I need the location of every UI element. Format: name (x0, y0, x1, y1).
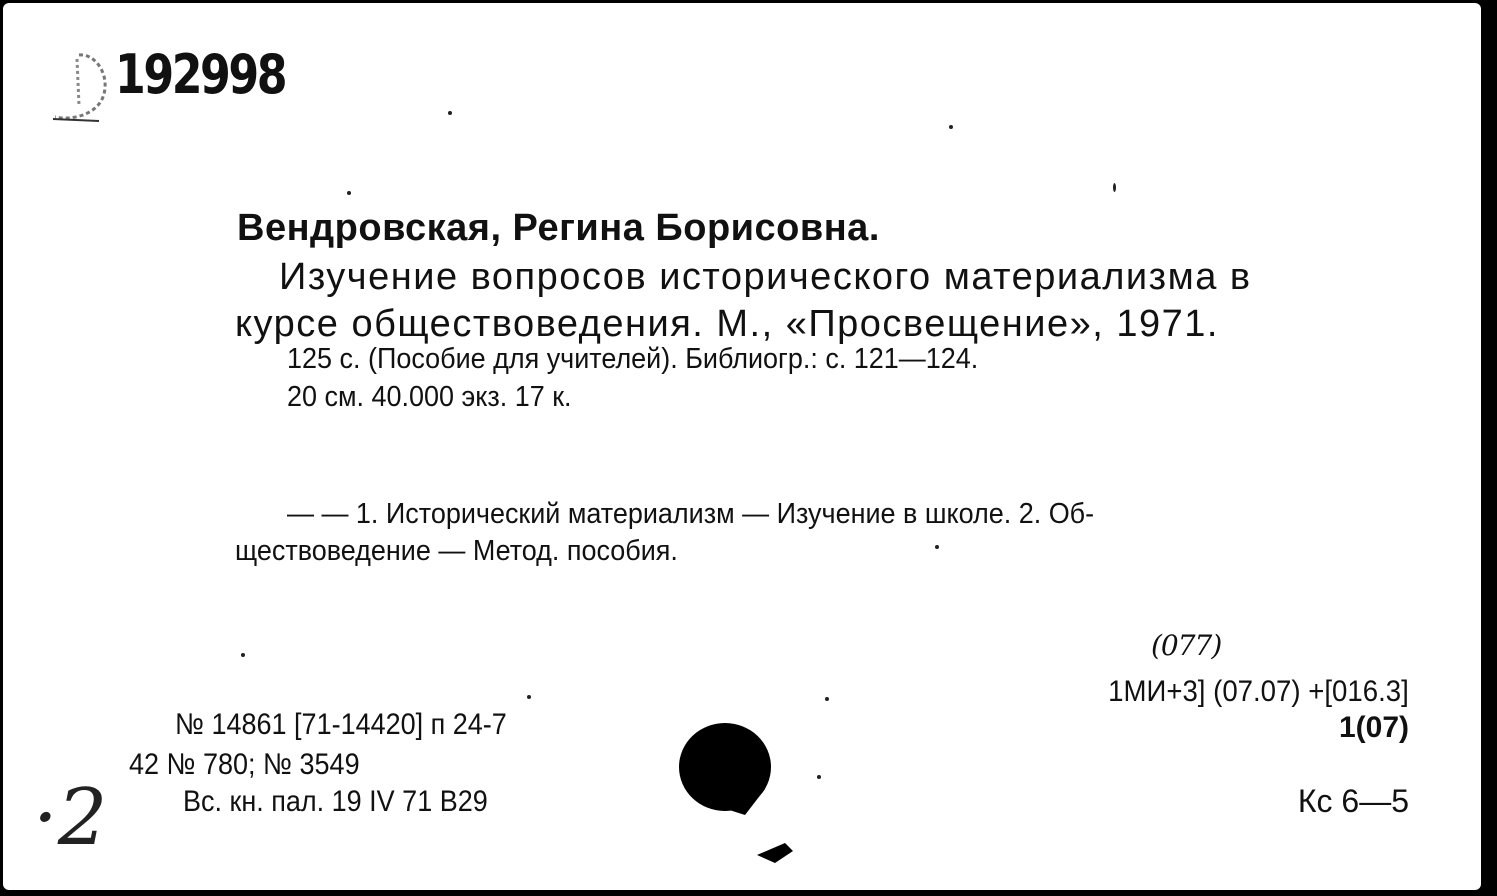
speck (949, 125, 953, 129)
speck (527, 695, 531, 699)
classification-index: 1МИ+3] (07.07) +[016.3] (1108, 675, 1409, 708)
stamp-mark-icon (49, 45, 119, 125)
subject-headings-line-1: — — 1. Исторический материализм — Изучение в школе. 2. Об- (287, 498, 1095, 530)
handwritten-corner-mark: ·2 (33, 773, 108, 863)
inventory-number: 192998 (115, 43, 286, 106)
classification-index-secondary: 1(07) (1338, 711, 1409, 744)
imprint-line-1: № 14861 [71-14420] п 24-7 (175, 708, 507, 741)
catalog-card (3, 3, 1481, 890)
speck (935, 545, 939, 549)
author-heading: Вендровская, Регина Борисовна. (237, 207, 880, 249)
speck (825, 697, 829, 701)
speck (241, 653, 245, 657)
physical-description-line-1: 125 с. (Пособие для учителей). Библиогр.: с. 121—124. (287, 343, 979, 375)
imprint-line-3: Вс. кн. пал. 19 IV 71 В29 (183, 785, 488, 818)
ink-blot-icon (675, 719, 783, 827)
title-line-2: курсе обществоведения. М., «Просвещение», 1971. (235, 303, 1219, 345)
speck (817, 775, 821, 779)
physical-description-line-2: 20 см. 40.000 экз. 17 к. (287, 381, 572, 413)
title-line-1: Изучение вопросов исторического материализма в (279, 256, 1252, 298)
speck (448, 111, 452, 115)
ink-smudge-icon (755, 839, 795, 867)
speck (1113, 183, 1116, 192)
subject-headings-line-2: ществоведение — Метод. пособия. (235, 535, 678, 567)
author-sign: Кс 6—5 (1297, 783, 1409, 819)
handwritten-classification: (077) (1151, 629, 1222, 662)
speck (347, 191, 351, 195)
imprint-line-2: 42 № 780; № 3549 (129, 748, 360, 781)
